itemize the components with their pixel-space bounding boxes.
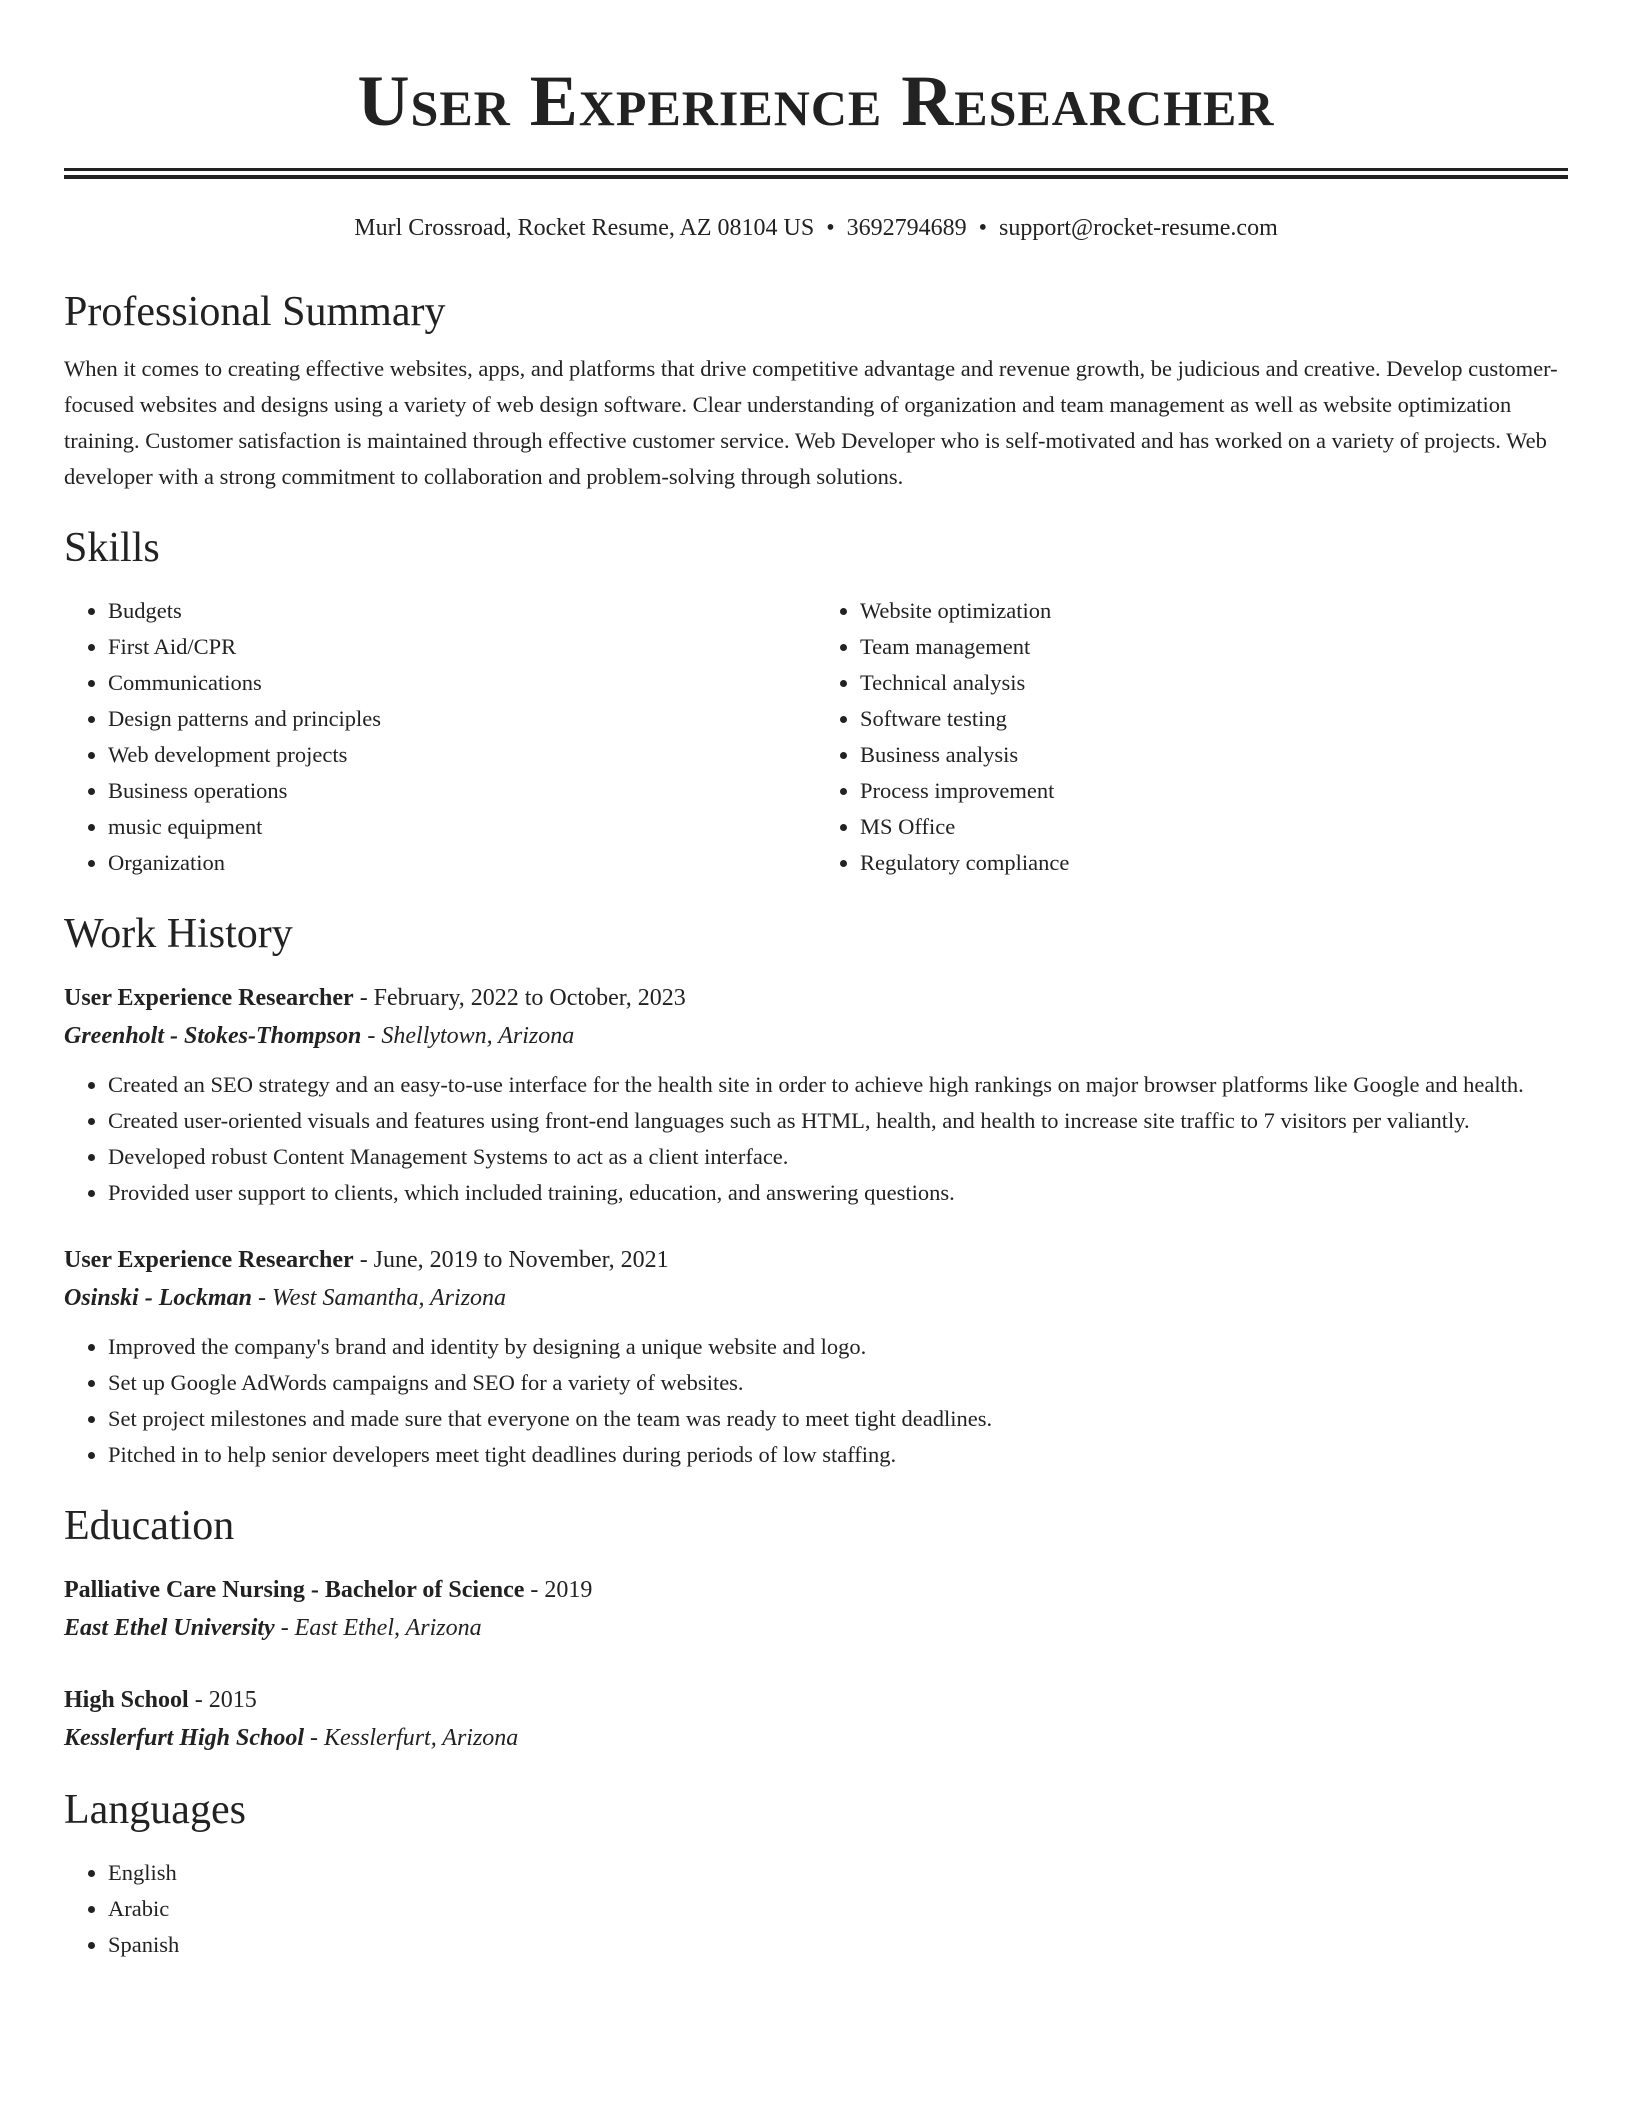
summary-text: When it comes to creating effective websites, apps, and platforms that drive competitive advantage and revenue growth, be judicious and creative. Develop customer-focused websites and designs using a variety of web design software. Clear understanding of organization and team management as well as website optimization training. Customer satisfaction is maintained through effective customer service. Web Developer who is self-motivated and has worked on a variety of projects. Web developer with a strong commitment to collaboration and problem-solving through solutions. [64,356,1558,489]
education-school-line [64,1609,1568,1647]
job-company: Greenholt - Stokes-Thompson [64,1023,362,1049]
education-header [64,1681,1568,1719]
job-bullet: • Provided user support to clients, which included training, education, and answering questions. [108,1175,1568,1211]
education-heading: Education [64,1503,235,1549]
language-item: • Arabic [108,1891,1568,1927]
job-bullet: • Pitched in to help senior developers meet tight deadlines during periods of low staffing. [108,1437,1568,1473]
language-item: • English [108,1855,1568,1891]
skill-item: • Software testing [860,701,1568,737]
skill-item: • MS Office [860,809,1568,845]
education-year: - 2015 [188,1687,257,1713]
skills-section [64,523,1568,881]
skill-item: • Budgets [108,593,816,629]
skill-item: • First Aid/CPR [108,629,816,665]
contact-line [64,213,1568,243]
skill-item: • Business operations [108,773,816,809]
job-entry [64,979,1568,1211]
job-header [64,979,1568,1017]
skill-item: • Regulatory compliance [860,845,1568,881]
education-entry [64,1571,1568,1647]
skill-item: • Design patterns and principles [108,701,816,737]
skills-columns [64,593,1568,881]
education-entry [64,1681,1568,1757]
education-degree: Palliative Care Nursing - Bachelor of Science [64,1577,525,1603]
contact-address: Murl Crossroad, Rocket Resume, AZ 08104 US [354,215,815,241]
education-header [64,1571,1568,1609]
skill-item: • Organization [108,845,816,881]
job-company: Osinski - Lockman [64,1285,253,1311]
education-degree: High School [64,1687,189,1713]
work-history-heading: Work History [64,911,293,957]
job-entry [64,1241,1568,1473]
skills-heading: Skills [64,525,160,571]
education-location: - East Ethel, Arizona [274,1615,482,1641]
language-item: • Spanish [108,1927,1568,1963]
job-company-line [64,1279,1568,1317]
skill-item: • Process improvement [860,773,1568,809]
job-location: - West Samantha, Arizona [252,1285,507,1311]
title-divider [64,168,1568,179]
contact-phone: 3692794689 [846,215,967,241]
job-bullet: • Set project milestones and made sure that everyone on the team was ready to meet tight deadlines. [108,1401,1568,1437]
education-school: East Ethel University [64,1615,275,1641]
skill-item: • Technical analysis [860,665,1568,701]
education-school: Kesslerfurt High School [64,1725,305,1751]
job-dates: - June, 2019 to November, 2021 [353,1247,669,1273]
job-bullets [64,1067,1568,1211]
job-company-line [64,1017,1568,1055]
work-history-section [64,909,1568,1473]
skills-right-list [816,593,1568,881]
skill-item: • Website optimization [860,593,1568,629]
job-role: User Experience Researcher [64,1247,354,1273]
languages-list [64,1855,1568,1963]
education-section [64,1501,1568,1757]
skills-left-list [64,593,816,881]
contact-email: support@rocket-resume.com [999,215,1278,241]
education-school-line [64,1719,1568,1757]
job-role: User Experience Researcher [64,985,354,1011]
resume-title: User Experience Researcher [357,61,1275,141]
contact-separator: • [826,215,835,241]
job-bullet: • Developed robust Content Management Systems to act as a client interface. [108,1139,1568,1175]
job-header [64,1241,1568,1279]
education-year: - 2019 [524,1577,593,1603]
summary-section [64,287,1568,495]
skill-item: • Team management [860,629,1568,665]
job-dates: - February, 2022 to October, 2023 [353,985,686,1011]
job-bullet: • Set up Google AdWords campaigns and SEO for a variety of websites. [108,1365,1568,1401]
skill-item: • Business analysis [860,737,1568,773]
job-bullet: • Created an SEO strategy and an easy-to-use interface for the health site in order to achieve high rankings on major browser platforms like Google and health. [108,1067,1568,1103]
languages-section [64,1785,1568,1963]
job-location: - Shellytown, Arizona [361,1023,575,1049]
languages-heading: Languages [64,1787,246,1833]
job-bullet: • Improved the company's brand and identity by designing a unique website and logo. [108,1329,1568,1365]
skill-item: • Web development projects [108,737,816,773]
education-location: - Kesslerfurt, Arizona [304,1725,519,1751]
summary-heading: Professional Summary [64,289,446,335]
contact-separator: • [978,215,988,241]
skill-item: • music equipment [108,809,816,845]
job-bullets [64,1329,1568,1473]
job-bullet: • Created user-oriented visuals and features using front-end languages such as HTML, health, and health to increase site traffic to 7 visitors per valiantly. [108,1103,1568,1139]
skill-item: • Communications [108,665,816,701]
